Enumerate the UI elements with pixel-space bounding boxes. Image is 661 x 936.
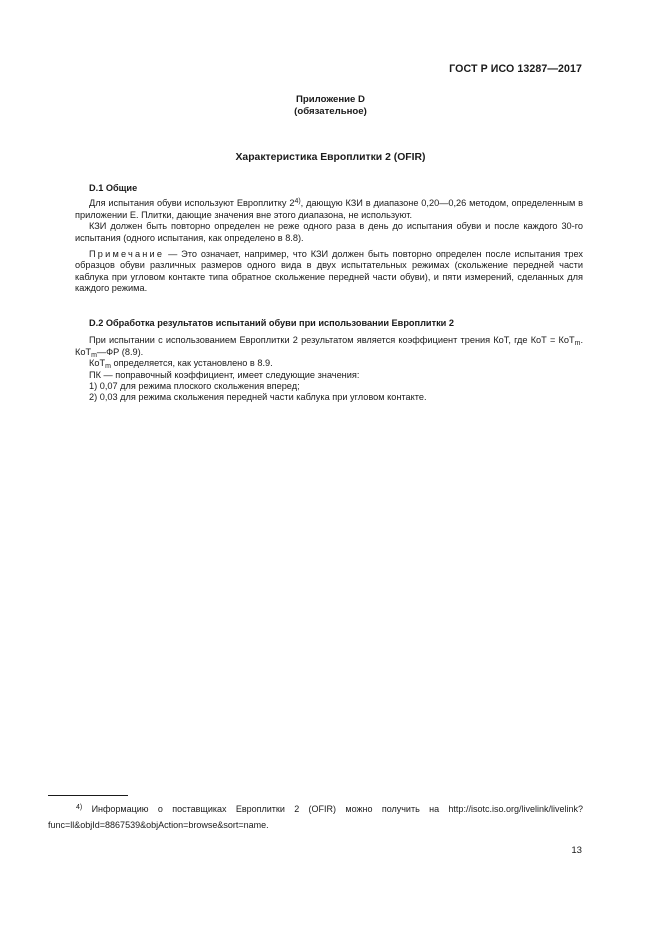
annex-title: Приложение D [296,94,365,105]
footnote-ref: 4) [294,198,301,206]
d2-paragraph-3: ПК — поправочный коэффициент, имеет следующие значения: [89,369,360,380]
footnote [48,802,583,833]
d1-paragraph-1: Для испытания обуви используют Европлитку 2$^{4)}$, дающую КЗИ в диапазоне 0,20—0,26 методом, определенным в приложении Е. Плитки, дающие значения вне этого диапазона, не используют. [75,198,584,220]
d2-list-item-1: 1) 0,07 для режима плоского скольжения вперед; [89,381,300,392]
section-d2 [75,318,583,404]
section-title: Характеристика Европлитки 2 (OFIR) [235,152,426,163]
d2-paragraph-1: При испытании с использованием Европлитки 2 результатом является коэффициент трения КоТ, где КоТ = КоТ$_m$. КоТ$_m$—ФР (8.9). [75,335,583,359]
footnote-divider [48,795,128,796]
note-label: Примечание [89,249,165,260]
annex-kind: (обязательное) [294,106,367,117]
d1-note: Примечание — Это означает, например, что КЗИ должен быть повторно определен после испытания трех образцов обуви различных размеров одного вида в двух испытательных режимах (скольжение передней части каблука при угловом контакте типа обратное скольжение передней части обуви), и пяти измерений, сделанных для каждого режима. [75,249,583,294]
d2-paragraph-2: КоТ$_m$ определяется, как установлено в 8.9. [89,358,273,371]
footnote-mark: 4) [76,804,83,811]
d1-heading: D.1 Общие [89,183,138,193]
footnote-text: Информацию о поставщиках Европлитки 2 (OFIR) можно получить на http://isotc.iso.org/livelink/livelink?func=ll&objId=8867539&objAction=browse&sort=name. [48,804,583,830]
page-number: 13 [571,845,582,856]
d1-paragraph-2: КЗИ должен быть повторно определен не реже одного раза в день до испытания обуви и после каждого 30-го испытания (одного испытания, как определено в 8.8). [75,221,583,243]
section-d1 [75,183,583,295]
document-code: ГОСТ Р ИСО 13287—2017 [449,63,582,75]
d2-list-item-2: 2) 0,03 для режима скольжения передней части каблука при угловом контакте. [89,392,427,403]
d2-heading: D.2 Обработка результатов испытаний обуви при использовании Европлитки 2 [89,318,454,328]
